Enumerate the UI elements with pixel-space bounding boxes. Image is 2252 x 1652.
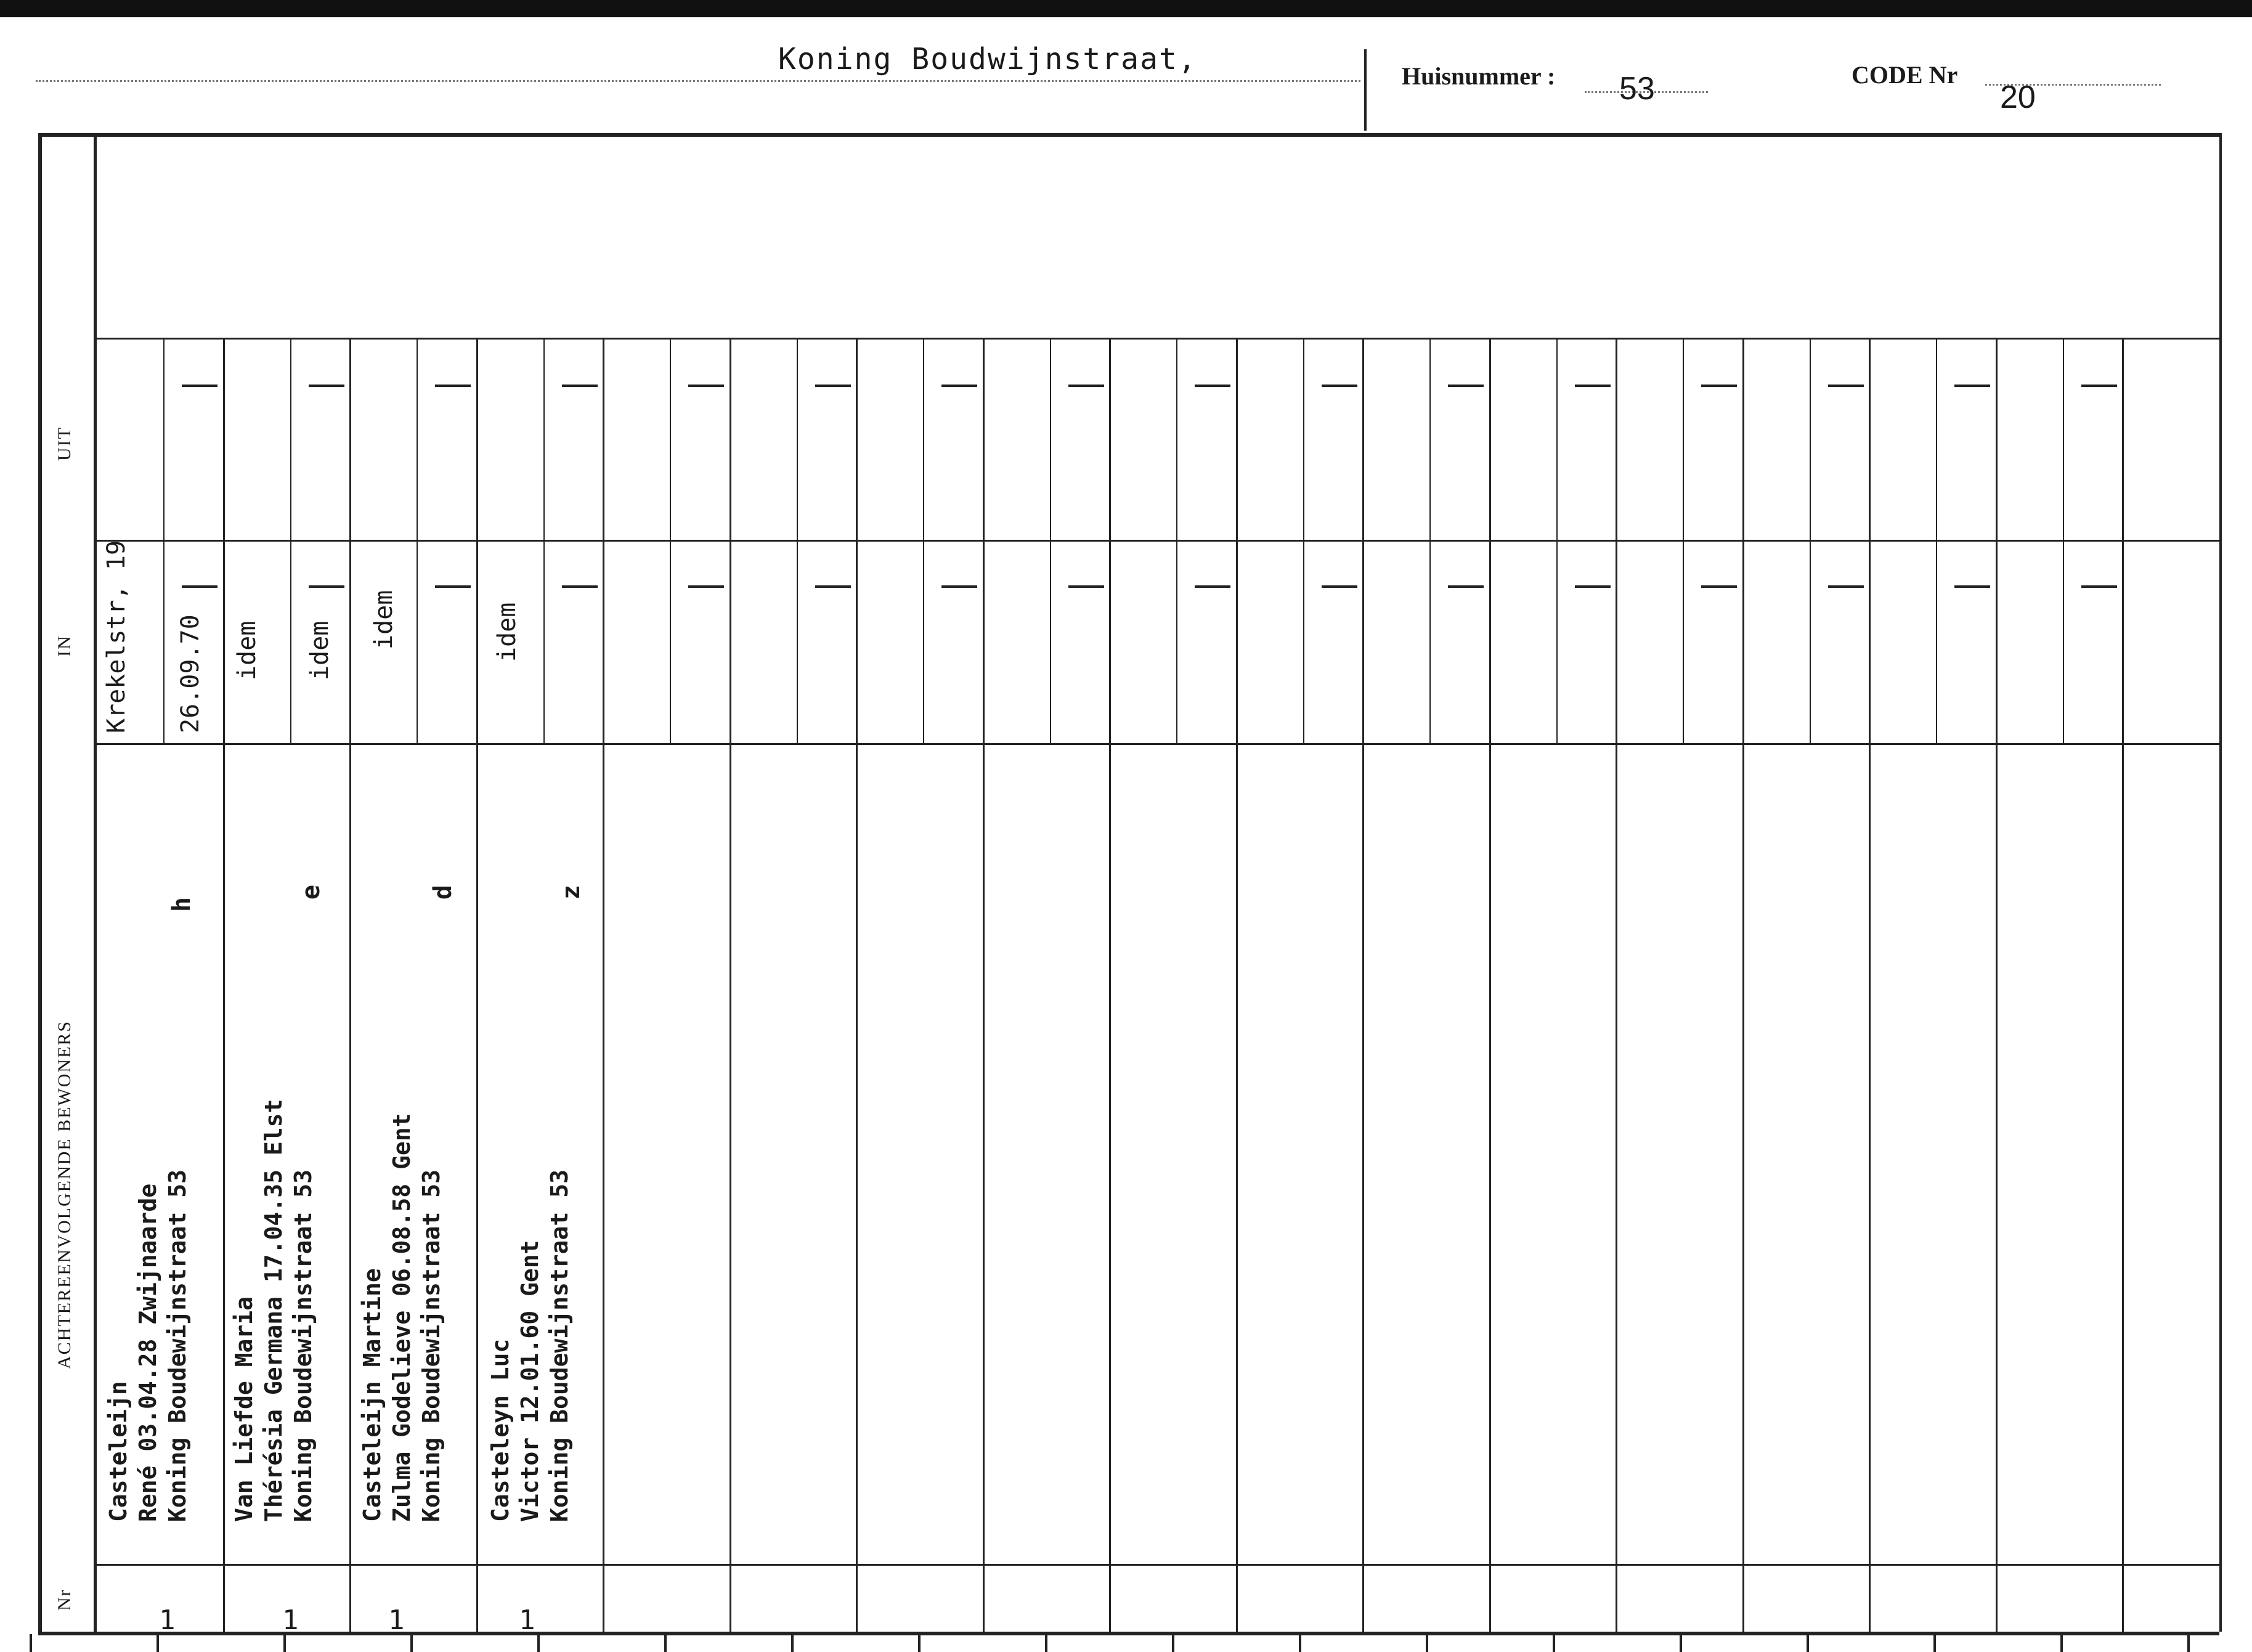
row-label-uit: UIT bbox=[54, 426, 75, 461]
sub-column-separator bbox=[2063, 338, 2064, 743]
uit-empty-dash bbox=[309, 385, 344, 387]
street-name: Koning Boudwijnstraat, bbox=[778, 42, 1197, 76]
sub-column-separator bbox=[1936, 338, 1937, 743]
in-empty-dash bbox=[1954, 585, 1990, 588]
sub-column-separator bbox=[290, 338, 291, 743]
in-empty-dash bbox=[435, 585, 471, 588]
uit-empty-dash bbox=[562, 385, 598, 387]
sub-column-separator bbox=[797, 338, 798, 743]
sub-column-separator bbox=[163, 338, 165, 743]
in-address-3: idem bbox=[370, 590, 398, 649]
uit-empty-dash bbox=[435, 385, 471, 387]
uit-empty-dash bbox=[1701, 385, 1737, 387]
grid-border-bottom bbox=[38, 1632, 2219, 1635]
bottom-tick bbox=[791, 1634, 794, 1652]
huisnummer-value: 53 bbox=[1619, 71, 1655, 107]
column-separator bbox=[1996, 338, 1998, 1632]
in-empty-dash bbox=[1068, 585, 1104, 588]
resident-4-name: Casteleyn Luc bbox=[487, 1338, 514, 1522]
bottom-tick bbox=[664, 1634, 667, 1652]
label-column-separator bbox=[94, 133, 97, 1632]
sub-column-separator bbox=[1556, 338, 1558, 743]
sub-column-separator bbox=[1683, 338, 1684, 743]
bottom-tick bbox=[1299, 1634, 1301, 1652]
resident-3-details: Zulma Godelieve 06.08.58 Gent bbox=[388, 1113, 415, 1522]
resident-2-relation: e bbox=[297, 884, 325, 900]
uit-empty-dash bbox=[2081, 385, 2117, 387]
code-value: 20 bbox=[2000, 79, 2036, 115]
column-separator bbox=[1109, 338, 1111, 1632]
column-separator bbox=[856, 338, 858, 1632]
column-separator bbox=[1742, 338, 1744, 1632]
column-separator bbox=[1616, 338, 1617, 1632]
sub-column-separator bbox=[417, 338, 418, 743]
row-label-in: IN bbox=[54, 635, 75, 657]
row-label-bewoners: ACHTEREENVOLGENDE BEWONERS bbox=[54, 1020, 75, 1369]
sub-column-separator bbox=[1176, 338, 1177, 743]
resident-4-details: Victor 12.01.60 Gent bbox=[516, 1240, 543, 1522]
resident-3-address: Koning Boudewijnstraat 53 bbox=[418, 1170, 445, 1522]
in-empty-dash bbox=[688, 585, 724, 588]
nr-3: 1 bbox=[388, 1605, 405, 1636]
street-dotted-line bbox=[36, 80, 1360, 82]
resident-3 bbox=[357, 1113, 446, 1522]
sub-column-separator bbox=[543, 338, 545, 743]
uit-empty-dash bbox=[1322, 385, 1357, 387]
column-separator bbox=[1869, 338, 1871, 1632]
resident-1-details: René 03.04.28 Zwijnaarde bbox=[134, 1183, 161, 1522]
in-address-4: idem bbox=[493, 602, 521, 662]
row-separator bbox=[94, 743, 2219, 745]
resident-2 bbox=[229, 1099, 318, 1522]
in-address-2: idem bbox=[233, 621, 261, 680]
bottom-tick bbox=[1807, 1634, 1809, 1652]
in-empty-dash bbox=[1322, 585, 1357, 588]
uit-empty-dash bbox=[1068, 385, 1104, 387]
uit-empty-dash bbox=[941, 385, 977, 387]
bottom-tick bbox=[157, 1634, 159, 1652]
uit-empty-dash bbox=[182, 385, 217, 387]
row-separator bbox=[94, 1564, 2219, 1566]
sub-column-separator bbox=[1429, 338, 1431, 743]
column-separator bbox=[2122, 338, 2124, 1632]
grid-border-right bbox=[2219, 133, 2222, 1632]
in-empty-dash bbox=[2081, 585, 2117, 588]
resident-2-details: Thérésia Germana 17.04.35 Elst bbox=[260, 1099, 287, 1522]
in-empty-dash bbox=[1195, 585, 1230, 588]
bottom-tick bbox=[1933, 1634, 1936, 1652]
column-separator bbox=[1236, 338, 1238, 1632]
bottom-tick bbox=[1680, 1634, 1682, 1652]
in-empty-dash bbox=[1701, 585, 1737, 588]
nr-1: 1 bbox=[159, 1605, 176, 1636]
in-empty-dash bbox=[309, 585, 344, 588]
in-empty-dash bbox=[1575, 585, 1611, 588]
in-empty-dash bbox=[182, 585, 217, 588]
column-separator bbox=[476, 338, 478, 1632]
bottom-tick bbox=[1426, 1634, 1428, 1652]
bottom-tick bbox=[2060, 1634, 2063, 1652]
row-separator bbox=[94, 338, 2219, 340]
resident-4-relation: z bbox=[557, 884, 585, 900]
in-empty-dash bbox=[562, 585, 598, 588]
resident-4-address: Koning Boudewijnstraat 53 bbox=[546, 1170, 573, 1522]
code-label: CODE Nr bbox=[1852, 61, 1958, 89]
uit-empty-dash bbox=[1195, 385, 1230, 387]
row-label-nr: Nr bbox=[54, 1589, 75, 1611]
bottom-tick bbox=[1172, 1634, 1174, 1652]
bottom-tick bbox=[537, 1634, 540, 1652]
bottom-tick bbox=[410, 1634, 413, 1652]
resident-3-name: Casteleijn Martine bbox=[359, 1268, 386, 1522]
in-date-2: idem bbox=[306, 621, 334, 680]
grid-border-top bbox=[38, 133, 2219, 137]
in-address-1 bbox=[102, 540, 131, 733]
bottom-tick bbox=[283, 1634, 286, 1652]
uit-empty-dash bbox=[1954, 385, 1990, 387]
bottom-tick bbox=[30, 1634, 32, 1652]
header-divider bbox=[1364, 49, 1367, 131]
column-separator bbox=[983, 338, 985, 1632]
huisnummer-label: Huisnummer : bbox=[1402, 62, 1556, 90]
uit-empty-dash bbox=[688, 385, 724, 387]
resident-2-address: Koning Boudewijnstraat 53 bbox=[290, 1170, 317, 1522]
resident-3-relation: d bbox=[429, 884, 457, 900]
sub-column-separator bbox=[1810, 338, 1811, 743]
resident-1-relation: h bbox=[168, 897, 196, 912]
column-separator bbox=[349, 338, 351, 1632]
column-separator bbox=[1489, 338, 1491, 1632]
uit-empty-dash bbox=[1448, 385, 1484, 387]
bottom-tick bbox=[918, 1634, 921, 1652]
column-separator bbox=[223, 338, 225, 1632]
resident-1-name: Casteleijn bbox=[105, 1381, 132, 1522]
column-separator bbox=[1362, 338, 1364, 1632]
uit-empty-dash bbox=[815, 385, 851, 387]
resident-1 bbox=[104, 1170, 192, 1522]
bottom-tick bbox=[1553, 1634, 1555, 1652]
nr-4: 1 bbox=[519, 1605, 535, 1636]
uit-empty-dash bbox=[1575, 385, 1611, 387]
grid-border-left bbox=[38, 133, 42, 1632]
in-empty-dash bbox=[1448, 585, 1484, 588]
bottom-tick bbox=[2187, 1634, 2190, 1652]
in-date-1: 26.09.70 bbox=[176, 614, 205, 733]
sub-column-separator bbox=[1050, 338, 1051, 743]
row-separator bbox=[94, 540, 2219, 542]
in-empty-dash bbox=[941, 585, 977, 588]
in-empty-dash bbox=[1828, 585, 1864, 588]
column-separator bbox=[603, 338, 604, 1632]
bottom-tick bbox=[1045, 1634, 1047, 1652]
column-separator bbox=[730, 338, 731, 1632]
in-empty-dash bbox=[815, 585, 851, 588]
in-address-1-text: Krekelstr, 19 bbox=[102, 540, 131, 733]
resident-4 bbox=[486, 1170, 574, 1522]
resident-1-address: Koning Boudewijnstraat 53 bbox=[164, 1170, 191, 1522]
sub-column-separator bbox=[670, 338, 671, 743]
sub-column-separator bbox=[923, 338, 924, 743]
uit-empty-dash bbox=[1828, 385, 1864, 387]
sub-column-separator bbox=[1303, 338, 1304, 743]
nr-2: 1 bbox=[282, 1605, 299, 1636]
top-border bbox=[0, 0, 2252, 17]
resident-2-name: Van Liefde Maria bbox=[230, 1296, 258, 1522]
